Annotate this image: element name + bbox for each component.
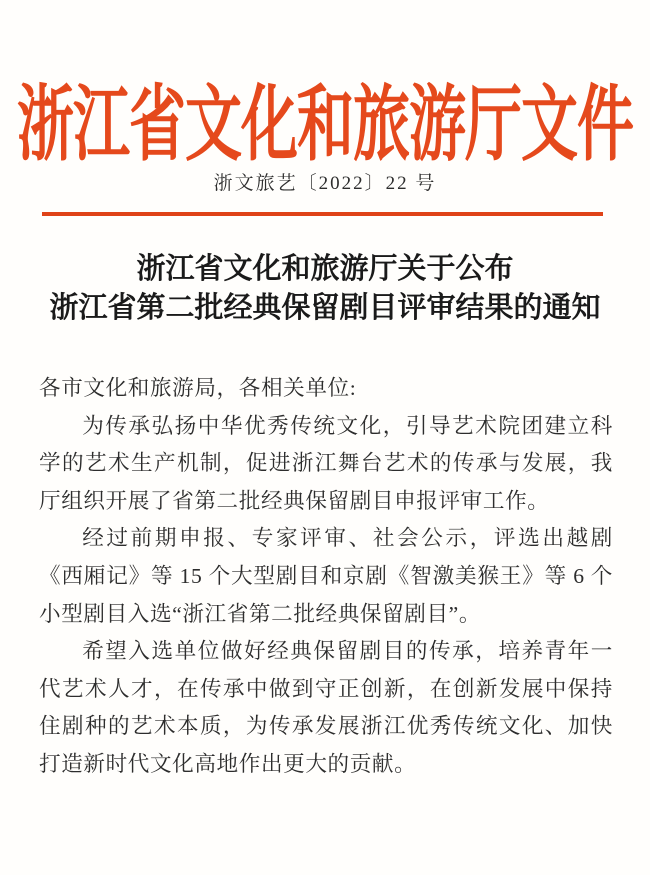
body-paragraph-3: 希望入选单位做好经典保留剧目的传承，培养青年一代艺术人才，在传承中做到守正创新，在创新发展中保持住剧种的艺术本质，为传承发展浙江优秀传统文化、加快打造新时代文化高地作出更大的贡献。: [39, 639, 613, 776]
document-title: [0, 250, 650, 328]
document-title-line2: 浙江省第二批经典保留剧目评审结果的通知: [49, 292, 601, 324]
header-divider-line: [42, 212, 603, 216]
body-paragraph-1: 为传承弘扬中华优秀传统文化，引导艺术院团建立科学的艺术生产机制，促进浙江舞台艺术的传承与发展，我厅组织开展了省第二批经典保留剧目申报评审工作。: [39, 413, 613, 513]
salutation-line: 各市文化和旅游局，各相关单位:: [39, 376, 357, 400]
document-header-org-title: 浙江省文化和旅游厅文件: [17, 79, 633, 172]
body-paragraph-2: 经过前期申报、专家评审、社会公示，评选出越剧《西厢记》等 15 个大型剧目和京剧《智激美猴王》等 6 个小型剧目入选“浙江省第二批经典保留剧目”。: [39, 526, 613, 626]
document-body: [39, 370, 613, 784]
document-title-line1: 浙江省文化和旅游厅关于公布: [136, 253, 514, 285]
document-number: 浙文旅艺〔2022〕22 号: [213, 173, 437, 194]
